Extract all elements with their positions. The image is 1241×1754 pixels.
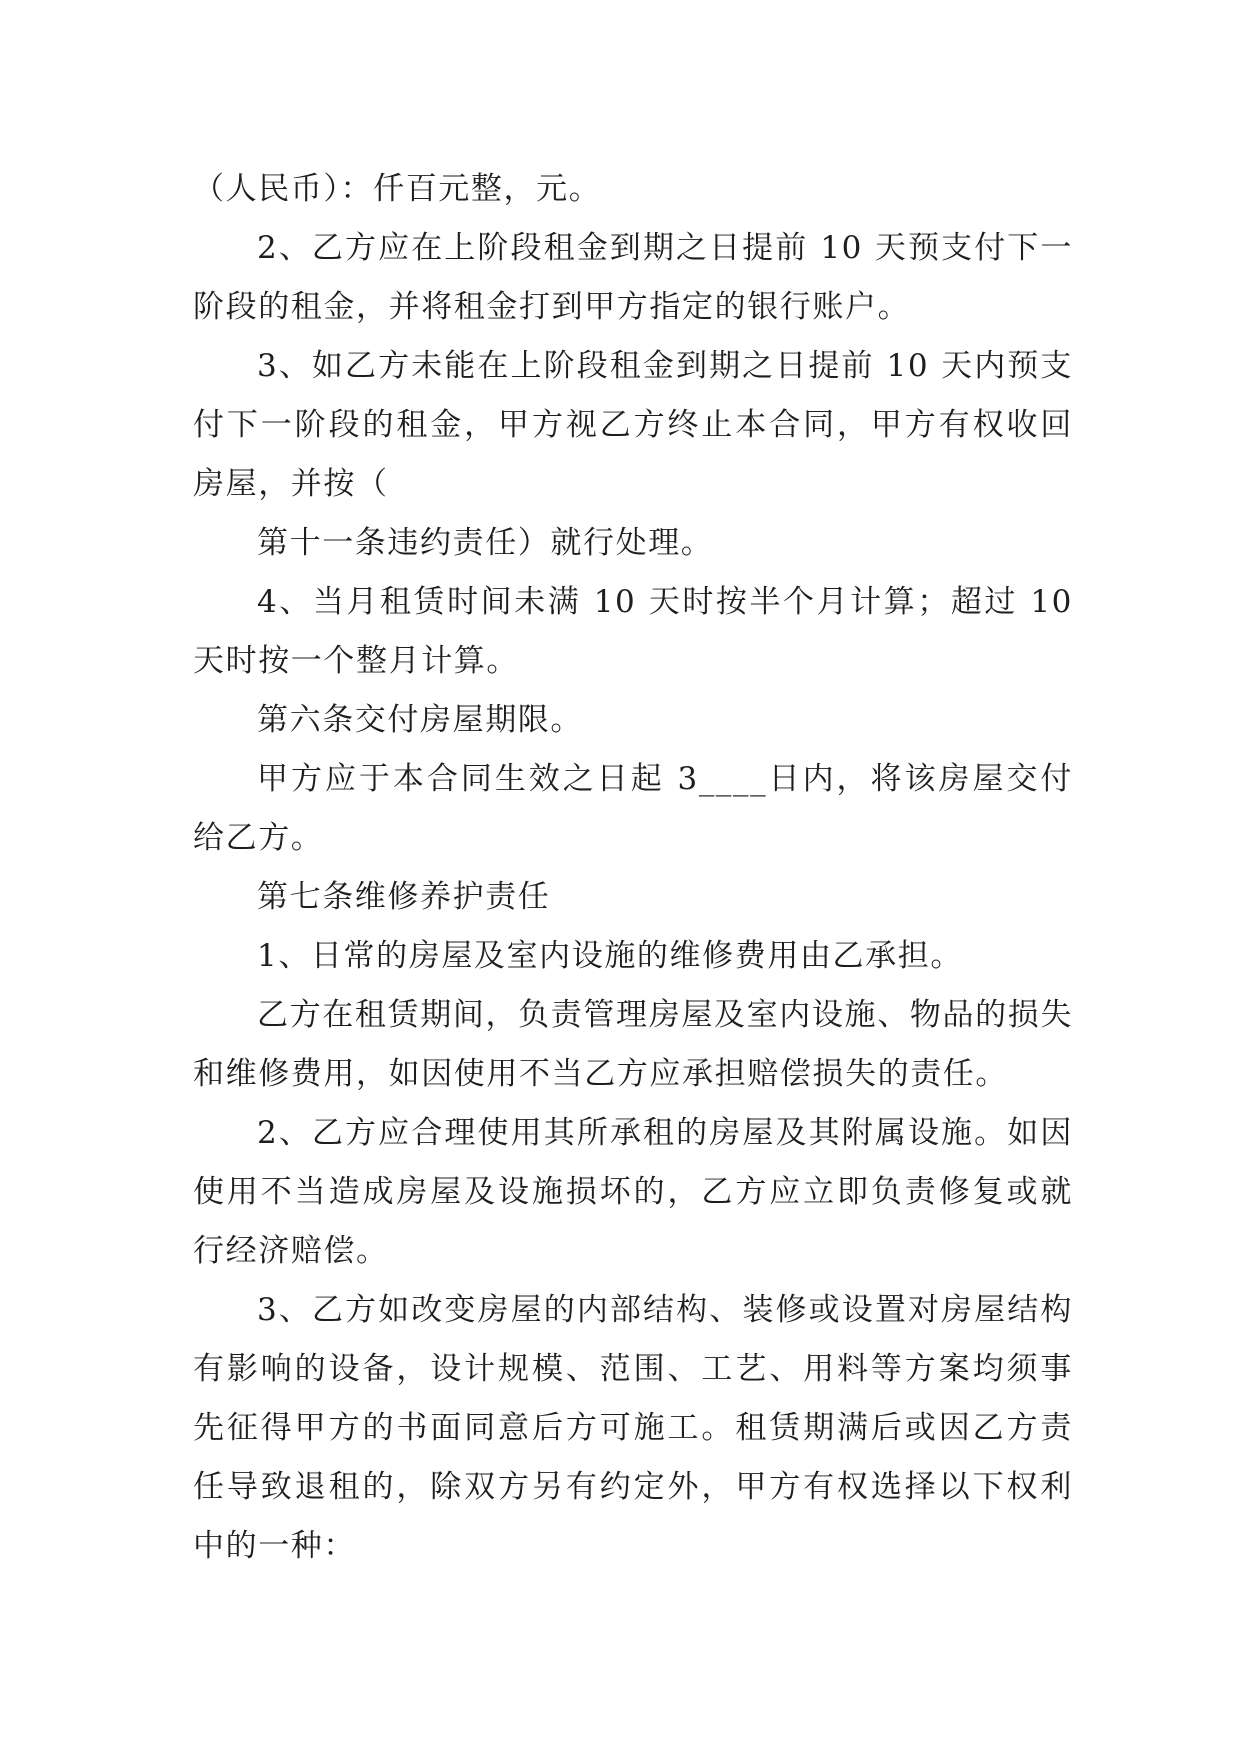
paragraph-tenant-responsibility: 乙方在租赁期间，负责管理房屋及室内设施、物品的损失和维修费用，如因使用不当乙方应承担赔偿损失的责任。: [193, 997, 1073, 1092]
paragraph-clause-4-month-calc: 4、当月租赁时间未满 10 天时按半个月计算；超过 10 天时按一个整月计算。: [193, 584, 1073, 679]
paragraph-delivery-period: 甲方应于本合同生效之日起 3____日内，将该房屋交付给乙方。: [193, 761, 1073, 856]
document-body: [193, 160, 1073, 1576]
paragraph-maintenance-2: 2、乙方应合理使用其所承租的房屋及其附属设施。如因使用不当造成房屋及设施损坏的，乙方应立即负责修复或就行经济赔偿。: [193, 1115, 1073, 1269]
heading-article-7: 第七条维修养护责任: [257, 879, 551, 915]
paragraph-maintenance-3: 3、乙方如改变房屋的内部结构、装修或设置对房屋结构有影响的设备，设计规模、范围、工艺、用料等方案均须事先征得甲方的书面同意后方可施工。租赁期满后或因乙方责任导致退租的，除双方另有约定外，甲方有权选择以下权利中的一种：: [193, 1292, 1073, 1564]
paragraph-rmb-amount: （人民币）：仟百元整，元。: [193, 171, 602, 207]
paragraph-clause-2-prepay: 2、乙方应在上阶段租金到期之日提前 10 天预支付下一阶段的租金，并将租金打到甲方指定的银行账户。: [193, 230, 1073, 325]
heading-article-6: 第六条交付房屋期限。: [257, 702, 583, 738]
paragraph-maintenance-1: 1、日常的房屋及室内设施的维修费用由乙承担。: [257, 938, 963, 974]
paragraph-clause-3-termination: 3、如乙方未能在上阶段租金到期之日提前 10 天内预支付下一阶段的租金，甲方视乙方终止本合同，甲方有权收回房屋，并按（: [193, 348, 1073, 502]
paragraph-breach-reference: 第十一条违约责任）就行处理。: [257, 525, 714, 561]
